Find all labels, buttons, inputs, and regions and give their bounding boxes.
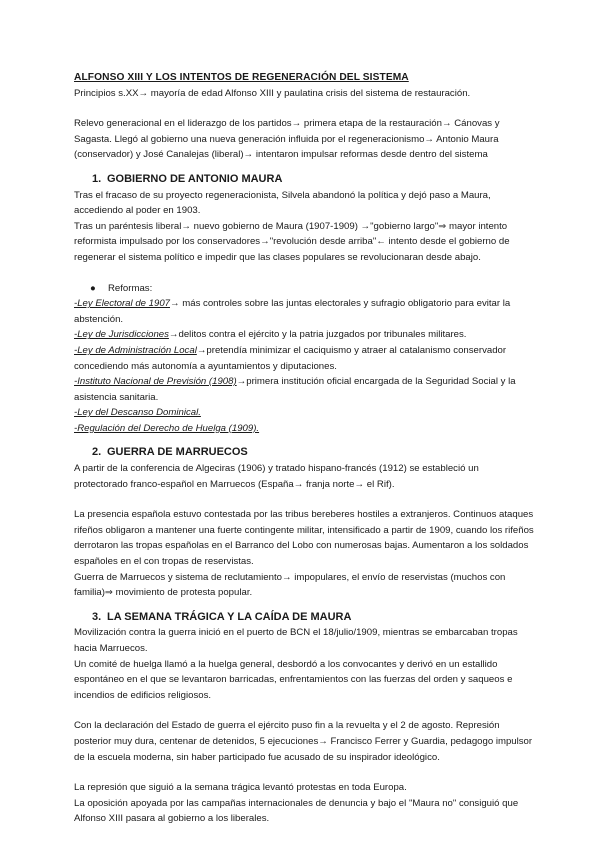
bullet-icon: ● <box>90 282 96 294</box>
intro-paragraph-1: Principios s.XX→ mayoría de edad Alfonso XIII y paulatina crisis del sistema de restauración. <box>74 87 471 99</box>
section-2-number: 2. <box>92 446 102 459</box>
reform-name: -Ley de Jurisdicciones <box>74 329 169 341</box>
reform-name: -Ley del Descanso Dominical. <box>74 407 201 419</box>
spacer <box>74 492 534 507</box>
reform-item <box>74 327 534 343</box>
section-3-heading <box>92 610 534 626</box>
spacer <box>74 266 534 281</box>
reforms-bullet <box>90 281 534 297</box>
reform-name: -Ley Electoral de 1907 <box>74 298 170 310</box>
section-3-paragraph-3: Con la declaración del Estado de guerra el ejército puso fin a la revuelta y el 2 de agosto. Represión posterior muy dura, centenar de detenidos, 5 ejecuciones→ Francisco Ferrer y Guardia, pedagogo impulsor de la escuela moderna, sin haber participado fue acusado de su inspirador ideológico. <box>74 720 533 763</box>
document-title: ALFONSO XIII Y LOS INTENTOS DE REGENERACIÓN DEL SISTEMA <box>74 72 409 83</box>
reform-desc: →pretendía minimizar el caciquismo y atraer al catalanismo conservador concediendo más autonomía a ayuntamientos y diputaciones. <box>74 344 507 372</box>
section-3-paragraph-1: Movilización contra la guerra inició en el puerto de BCN el 18/julio/1909, mientras se embarcaban tropas hacia Marruecos. <box>74 627 518 654</box>
reform-desc: → más controles sobre las juntas electorales y sufragio obligatorio para evitar la abstención. <box>74 298 511 325</box>
reform-name: -Regulación del Derecho de Huelga (1909). <box>74 422 260 434</box>
section-2-paragraph-1: A partir de la conferencia de Algeciras (1906) y tratado hispano-francés (1912) se estableció un protectorado franco-español en Marruecos (España→ franja norte→ el Rif). <box>74 463 479 490</box>
reforms-label: Reformas: <box>108 282 153 294</box>
section-1-paragraph-2: Tras un paréntesis liberal→ nuevo gobierno de Maura (1907-1909) →"gobierno largo"⇒ mayor intento reformista impulsado por los conservadores→"revolución desde arriba"← intento desde el gobierno de regenerar el sistema político e impedir que las clases populares se revolucionaran desde abajo. <box>74 220 510 263</box>
section-2-heading <box>92 445 534 461</box>
intro-paragraph-2: Relevo generacional en el liderazgo de los partidos→ primera etapa de la restauración→ Cánovas y Sagasta. Llegó al gobierno una nueva generación influida por el regeneracionismo→ Antonio Maura (conservador) y José Canalejas (liberal)→ intentaron impulsar reformas desde dentro del sistema <box>74 118 500 161</box>
reform-desc: →primera institución oficial encargada de la Seguridad Social y la asistencia sanitaria. <box>74 376 516 403</box>
section-2-title: GUERRA DE MARRUECOS <box>107 446 248 459</box>
section-2-paragraph-3: Guerra de Marruecos y sistema de reclutamiento→ impopulares, el envío de reservistas (muchos con familia)⇒ movimiento de protesta popular. <box>74 571 506 599</box>
section-1-number: 1. <box>92 172 102 185</box>
reform-item <box>74 374 534 405</box>
reform-desc: →delitos contra el ejército y la patria juzgados por tribunales militares. <box>168 329 467 341</box>
reform-item <box>74 421 534 437</box>
section-3-number: 3. <box>92 610 102 623</box>
section-1-paragraph-1: Tras el fracaso de su proyecto regeneracionista, Silvela abandonó la política y dejó paso a Maura, accediendo al poder en 1903. <box>74 189 491 217</box>
spacer <box>74 436 534 445</box>
spacer <box>74 101 534 116</box>
section-2-paragraph-2: La presencia española estuvo contestada por las tribus bereberes hostiles a extranjeros. Continuos ataques rifeños obligaron a mantener una fuerte contingente militar, intensificado a partir de 1909, cuando los rifeños derrotaron las tropas españolas en el Barranco del Lobo con numerosas bajas. Aumentaron a los soldados españoles en el con tropas de reservistas. <box>74 509 534 568</box>
reform-item <box>74 296 534 327</box>
document-page <box>74 70 534 827</box>
section-1-title: GOBIERNO DE ANTONIO MAURA <box>107 172 283 185</box>
reform-item <box>74 405 534 421</box>
spacer <box>74 703 534 718</box>
spacer <box>74 765 534 780</box>
reform-name: -Instituto Nacional de Previsión (1908) <box>74 376 237 388</box>
reform-name: -Ley de Administración Local <box>74 344 197 356</box>
section-3-title: LA SEMANA TRÁGICA Y LA CAÍDA DE MAURA <box>107 610 352 623</box>
section-3-paragraph-5: La oposición apoyada por las campañas internacionales de denuncia y bajo el "Maura no" consiguió que Alfonso XIII pasara al gobierno a los liberales. <box>74 797 519 825</box>
reform-item <box>74 343 534 374</box>
section-1-heading <box>92 172 534 188</box>
section-3-paragraph-2: Un comité de huelga llamó a la huelga general, desbordó a los convocantes y derivó en un estallido espontáneo en el que se levantaron barricadas, enfrentamientos con las fuerzas del orden y saqueos e incendios de edificios religiosos. <box>74 658 513 701</box>
spacer <box>74 163 534 172</box>
spacer <box>74 601 534 610</box>
section-3-paragraph-4: La represión que siguió a la semana trágica levantó protestas en toda Europa. <box>74 782 407 794</box>
